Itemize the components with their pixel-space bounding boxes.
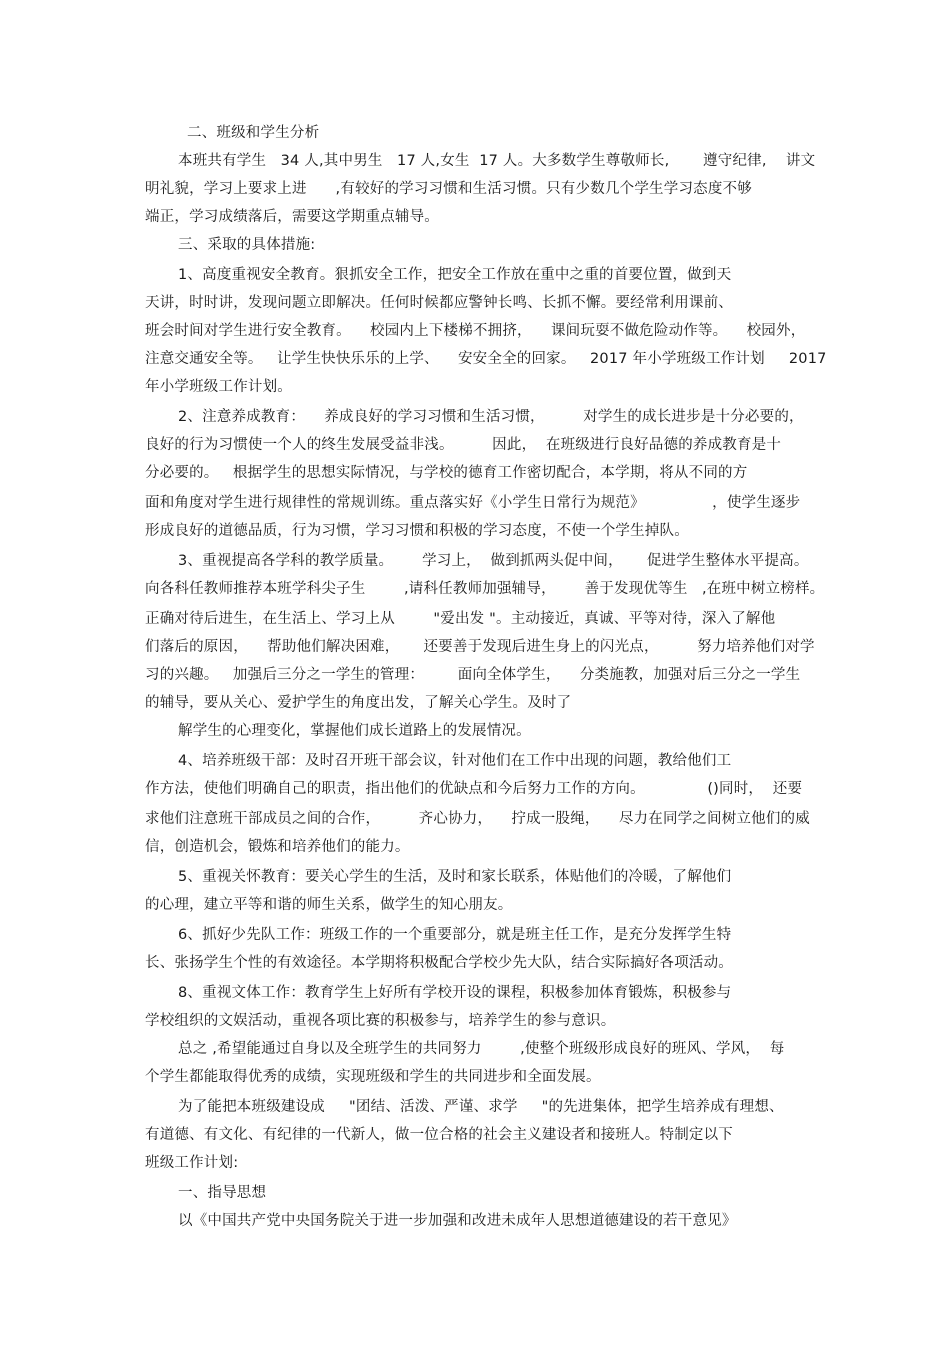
text-line: 4、培养班级干部：及时召开班干部会议，针对他们在工作中出现的问题，教给他们工 (178, 753, 732, 769)
text-line: 1、高度重视安全教育。狠抓安全工作，把安全工作放在重中之重的首要位置，做到天 (178, 267, 732, 283)
text-line: 本班共有学生 34 人,其中男生 17 人,女生 17 人。大多数学生尊敬师长, 遵守纪律, 讲文 (178, 153, 816, 169)
text-line: 面和角度对学生进行规律性的常规训练。重点落实好《小学生日常行为规范》 ，使学生逐步 (145, 495, 801, 511)
text-line: 的心理，建立平等和谐的师生关系，做学生的知心朋友。 (145, 897, 513, 913)
text-line: 习的兴趣。 加强后三分之一学生的管理： 面向全体学生， 分类施教，加强对后三分之一学生 (145, 667, 801, 683)
text-line: 个学生都能取得优秀的成绩，实现班级和学生的共同进步和全面发展。 (145, 1069, 601, 1085)
text-line: 年小学班级工作计划。 (145, 379, 292, 395)
text-line: 明礼貌，学习上要求上进 ,有较好的学习习惯和生活习惯。只有少数几个学生学习态度不够 (145, 181, 752, 197)
text-line: 作方法，使他们明确自己的职责，指出他们的优缺点和今后努力工作的方向。 ()同时， 还要 (145, 781, 803, 797)
section-heading: 三、采取的具体措施: (178, 237, 316, 253)
text-line: 以《中国共产党中央国务院关于进一步加强和改进未成年人思想道德建设的若干意见》 (178, 1213, 737, 1229)
text-line: 的辅导，要从关心、爱护学生的角度出发，了解关心学生。及时了 (145, 695, 572, 711)
text-line: 正确对待后进生，在生活上、学习上从 "爱出发 "。主动接近，真诚、平等对待，深入了解他 (145, 611, 776, 627)
text-line: 求他们注意班干部成员之间的合作， 齐心协力， 拧成一股绳， 尽力在同学之间树立他们的威 (145, 811, 810, 827)
text-line: 长、张扬学生个性的有效途径。本学期将积极配合学校少先大队，结合实际搞好各项活动。 (145, 955, 733, 971)
section-heading: 一、指导思想 (178, 1185, 267, 1201)
text-line: 天讲，时时讲，发现问题立即解决。任何时候都应警钟长鸣、长抓不懈。要经常利用课前、 (145, 295, 733, 311)
text-line: 班级工作计划: (145, 1155, 239, 1171)
text-line: 6、抓好少先队工作：班级工作的一个重要部分，就是班主任工作，是充分发挥学生特 (178, 927, 732, 943)
text-line: 有道德、有文化、有纪律的一代新人，做一位合格的社会主义建设者和接班人。特制定以下 (145, 1127, 733, 1143)
text-line: 良好的行为习惯使一个人的终生发展受益非浅。 因此， 在班级进行良好品德的养成教育是十 (145, 437, 782, 453)
text-line: 为了能把本班级建设成 "团结、活泼、严谨、求学 "的先进集体，把学生培养成有理想、 (178, 1099, 784, 1115)
text-line: 注意交通安全等。 让学生快快乐乐的上学、 安安全全的回家。 2017 年小学班级工作计划 2017 (145, 351, 827, 367)
text-line: 班会时间对学生进行安全教育。 校园内上下楼梯不拥挤， 课间玩耍不做危险动作等。 校园外， (145, 323, 806, 339)
text-line: 们落后的原因， 帮助他们解决困难， 还要善于发现后进生身上的闪光点， 努力培养他们对学 (145, 639, 815, 655)
text-line: 3、重视提高各学科的教学质量。 学习上， 做到抓两头促中间， 促进学生整体水平提高。 (178, 553, 809, 569)
text-line: 端正，学习成绩落后，需要这学期重点辅导。 (145, 209, 439, 225)
text-line: 8、重视文体工作：教育学生上好所有学校开设的课程，积极参加体育锻炼，积极参与 (178, 985, 732, 1001)
section-heading: 二、班级和学生分析 (187, 125, 320, 141)
text-line: 总之 ,希望能通过自身以及全班学生的共同努力 ,使整个班级形成良好的班风、学风， 每 (178, 1041, 785, 1057)
text-line: 信，创造机会，锻炼和培养他们的能力。 (145, 839, 410, 855)
text-line: 分必要的。 根据学生的思想实际情况，与学校的德育工作密切配合，本学期，将从不同的方 (145, 465, 748, 481)
text-line: 2、注意养成教育： 养成良好的学习习惯和生活习惯， 对学生的成长进步是十分必要的， (178, 409, 804, 425)
text-line: 5、重视关怀教育：要关心学生的生活，及时和家长联系，体贴他们的冷暖，了解他们 (178, 869, 732, 885)
text-line: 向各科任教师推荐本班学科尖子生 ,请科任教师加强辅导， 善于发现优等生 ,在班中树立榜样。 (145, 581, 825, 597)
text-line: 解学生的心理变化，掌握他们成长道路上的发展情况。 (178, 723, 531, 739)
text-line: 学校组织的文娱活动，重视各项比赛的积极参与，培养学生的参与意识。 (145, 1013, 616, 1029)
text-line: 形成良好的道德品质，行为习惯，学习习惯和积极的学习态度，不使一个学生掉队。 (145, 523, 689, 539)
